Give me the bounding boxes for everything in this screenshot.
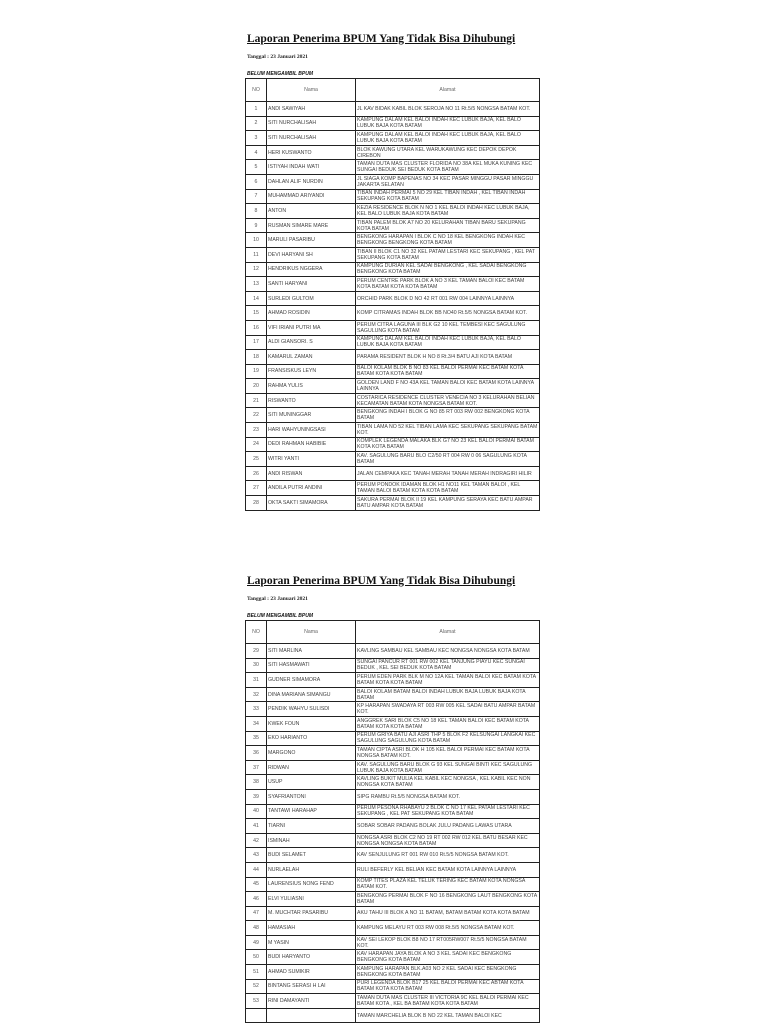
cell-nama: KWEK FOUN	[267, 716, 356, 731]
cell-no: 15	[246, 306, 267, 321]
recipients-table-2	[245, 620, 540, 1023]
cell-nama: HENDRIKUS NGGERA	[267, 262, 356, 277]
cell-no: 22	[246, 408, 267, 423]
col-header-no: NO	[246, 79, 267, 102]
cell-alamat: KOMPLEK LEGENDA MALAKA BLK G7 NO 23 KEL BALOI PERMAI BATAM KOTA KOTA BATAM	[356, 437, 540, 452]
cell-alamat: COSTARICA RESIDENCE CLUSTER VENECIA NO 3 KELURAHAN BELIAN KECAMATAN BATAM KOTA NONGSA BATAM KOT.	[356, 393, 540, 408]
report-title: Laporan Penerima BPUM Yang Tidak Bisa Dihubungi	[247, 33, 516, 45]
table-row	[246, 906, 540, 921]
table-row	[246, 833, 540, 848]
table-row	[246, 423, 540, 438]
cell-no: 4	[246, 145, 267, 160]
col-header-no: NO	[246, 621, 267, 644]
cell-nama: AHMAD SUMIKIR	[267, 965, 356, 980]
cell-no: 29	[246, 644, 267, 659]
cell-alamat: KAMPUNG MELAYU RT 003 RW 008 Rt.5/5 NONGSA BATAM KOT.	[356, 921, 540, 936]
cell-alamat: SAKURA PERMAI BLOK II 19 KEL KAMPUNG SERAYA KEC BATU AMPAR BATU AMPAR KOTA BATAM	[356, 496, 540, 511]
cell-nama: ANDI SAWIYAH	[267, 102, 356, 117]
table-row	[246, 935, 540, 950]
table-row	[246, 804, 540, 819]
cell-no: 51	[246, 965, 267, 980]
table-row	[246, 145, 540, 160]
cell-no: 39	[246, 789, 267, 804]
cell-alamat: TIBAN LAMA NO 52 KEL TIBAN LAMA KEC SEKUPANG SEKUPANG BATAM KOT.	[356, 423, 540, 438]
cell-nama: ISTIYAH INDAH WATI	[267, 160, 356, 175]
cell-alamat: BENGKONG PERMAI BLOK F NO 16 BENGKONG LAUT BENGKONG KOTA BATAM	[356, 892, 540, 907]
cell-nama: OKTA SAKTI SIMAMORA	[267, 496, 356, 511]
cell-nama: GUDNER SIMAMORA	[267, 673, 356, 688]
cell-alamat: SIPG RAMBU Rt.5/5 NONGSA BATAM KOT.	[356, 789, 540, 804]
cell-alamat: SOBAR SOBAR PADANG BOLAK JULU PADANG LAWAS UTARA	[356, 819, 540, 834]
cell-nama: USUP	[267, 775, 356, 790]
table-row	[246, 174, 540, 189]
cell-no: 28	[246, 496, 267, 511]
cell-no: 25	[246, 452, 267, 467]
cell-nama: MUHAMMAD ARIYANDI	[267, 189, 356, 204]
cell-alamat: TAMAN DUTA MAS CLUSTER III VICTORIA 9C KEL BALOI PERMAI KEC BATAM KOTA , KEL BA BATAM KOTA KOTA BATAM	[356, 994, 540, 1009]
cell-nama: BINTANG SERASI H LAI	[267, 979, 356, 994]
cell-nama: EKO HARIANTO	[267, 731, 356, 746]
cell-no: 42	[246, 833, 267, 848]
cell-nama: TANTAWI HARAHAP	[267, 804, 356, 819]
cell-no: 52	[246, 979, 267, 994]
cell-no: 43	[246, 848, 267, 863]
table-row	[246, 189, 540, 204]
table-row	[246, 262, 540, 277]
table-row	[246, 379, 540, 394]
cell-nama: SANTI HARYANI	[267, 277, 356, 292]
cell-alamat: KAVLING BUKIT MULIA KEL KABIL KEC NONGSA , KEL KABIL KEC NON NONGSA KOTA BATAM	[356, 775, 540, 790]
cell-alamat: PERUM CITRA LAGUNA III BLK G2 10 KEL TEMBESI KEC SAGULUNG SAGULUNG KOTA BATAM	[356, 320, 540, 335]
cell-nama: FRANSISKUS LEYN	[267, 364, 356, 379]
cell-nama: SURLEDI GULTOM	[267, 291, 356, 306]
col-header-nama: Nama	[267, 621, 356, 644]
cell-nama: NURLAELAH	[267, 862, 356, 877]
cell-no: 45	[246, 877, 267, 892]
cell-nama: RISWANTO	[267, 393, 356, 408]
table-row	[246, 452, 540, 467]
table-row	[246, 702, 540, 717]
cell-nama: HARI WAHYUNINGSASI	[267, 423, 356, 438]
cell-no: 10	[246, 233, 267, 248]
cell-nama: SITI MUNINGGAR	[267, 408, 356, 423]
cell-nama: HERI KUSWANTO	[267, 145, 356, 160]
cell-no: 5	[246, 160, 267, 175]
cell-nama: ELVI YULIASNI	[267, 892, 356, 907]
table-row	[246, 673, 540, 688]
cell-no: 50	[246, 950, 267, 965]
cell-alamat: GOLDEN LAND F NO 43A KEL TAMAN BALOI KEC BATAM KOTA LAINNYA LAINNYA	[356, 379, 540, 394]
table-row	[246, 466, 540, 481]
cell-alamat: KP HARAPAN SWADAYA RT 003 RW 005 KEL SADAI BATU AMPAR BATAM KOT.	[356, 702, 540, 717]
table-row	[246, 687, 540, 702]
cell-no: 32	[246, 687, 267, 702]
table-row	[246, 204, 540, 219]
table-row	[246, 102, 540, 117]
cell-alamat: KAMPUNG HARAPAN BLK.A03 NO 2 KEL SADAI KEC BENGKONG BENGKONG KOTA BATAM	[356, 965, 540, 980]
recipients-table-1	[245, 78, 540, 511]
cell-alamat: BLOK KAWUNG UTARA KEL WARUKAWUNG KEC DEPOK DEPOK CIREBON	[356, 145, 540, 160]
cell-nama: HAMASIAH	[267, 921, 356, 936]
cell-alamat: KOMP CITRAMAS INDAH BLOK BB NO40 Rt.5/5 NONGSA BATAM KOT.	[356, 306, 540, 321]
cell-no: 34	[246, 716, 267, 731]
cell-nama: DEVI HARYANI SH	[267, 247, 356, 262]
cell-nama: VIFI IRIANI PUTRI MA	[267, 320, 356, 335]
cell-nama: SITI NURCHALISAH	[267, 116, 356, 131]
cell-no: 3	[246, 131, 267, 146]
cell-no: 49	[246, 935, 267, 950]
cell-nama: RAHMA YULIS	[267, 379, 356, 394]
cell-alamat: TAMAN DUTA MAS CLUSTER FLORIDA NO 38A KEL MUKA KUNING KEC SUNGAI BEDUK SEI BEDUK KOTA BATAM	[356, 160, 540, 175]
table-row	[246, 233, 540, 248]
cell-alamat: KAVLING SAMBAU KEL SAMBAU KEC NONGSA NONGSA KOTA BATAM	[356, 644, 540, 659]
table-row	[246, 658, 540, 673]
cell-nama: SYAFRIANTONI	[267, 789, 356, 804]
cell-alamat: ANGGREK SARI BLOK C5 NO 18 KEL TAMAN BALOI KEC BATAM KOTA BATAM KOTA KOTA BATAM	[356, 716, 540, 731]
cell-no	[246, 1008, 267, 1023]
table-row	[246, 862, 540, 877]
cell-nama: RINI DAMAYANTI	[267, 994, 356, 1009]
cell-nama: SITI MARLINA	[267, 644, 356, 659]
cell-no: 9	[246, 218, 267, 233]
cell-alamat: PERUM CENTRE PARK BLOK A NO 3 KEL TAMAN BALOI KEC BATAM KOTA BATAM KOTA KOTA BATAM	[356, 277, 540, 292]
cell-alamat: PERUM EDEN PARK BLK M NO 12A KEL TAMAN BALOI KEC BATAM KOTA BATAM KOTA KOTA BATAM	[356, 673, 540, 688]
table-row	[246, 716, 540, 731]
cell-nama: SITI HASMAWATI	[267, 658, 356, 673]
cell-nama: TIARNI	[267, 819, 356, 834]
cell-nama: RIDWAN	[267, 760, 356, 775]
col-header-alamat: Alamat	[356, 79, 540, 102]
cell-alamat: PARAMA RESIDENT BLOK H NO 8 Rt.3/4 BATU AJI KOTA BATAM	[356, 350, 540, 365]
table-row	[246, 892, 540, 907]
cell-alamat: PERUM PESONA RHABAYU 2 BLOK C NO 17 KEL PATAM LESTARI KEC SEKUPANG , KEL PAT SEKUPANG KOTA BATAM	[356, 804, 540, 819]
cell-no: 20	[246, 379, 267, 394]
table-row	[246, 437, 540, 452]
cell-no: 36	[246, 746, 267, 761]
cell-alamat: KAV. SAGULUNG BARU BLO C2/50 RT 004 RW 0 06 SAGULUNG KOTA BATAM	[356, 452, 540, 467]
cell-no: 12	[246, 262, 267, 277]
cell-nama: PENDIK WAHYU SULISDI	[267, 702, 356, 717]
cell-no: 40	[246, 804, 267, 819]
cell-alamat: KAMPUNG DALAM KEL BALOI INDAH KEC LUBUK BAJA, KEL BALO LUBUK BAJA KOTA BATAM	[356, 131, 540, 146]
cell-no: 24	[246, 437, 267, 452]
cell-alamat: KAMPUNG DALAM KEL BALOI INDAH KEC LUBUK BAJA, KEL BALO LUBUK BAJA KOTA BATAM	[356, 116, 540, 131]
cell-nama: SITI NURCHALISAH	[267, 131, 356, 146]
cell-alamat: JL KAV BIDAK KABIL BLOK SEROJA NO 11 Rt.5/5 NONGSA BATAM KOT.	[356, 102, 540, 117]
cell-alamat: KAV SENJULUNG RT 001 RW 010 Rt.5/5 NONGSA BATAM KOT.	[356, 848, 540, 863]
table-row	[246, 218, 540, 233]
cell-alamat: RULI BEFERLY KEL BELIAN KEC BATAM KOTA LAINNYA LAINNYA	[356, 862, 540, 877]
cell-no: 16	[246, 320, 267, 335]
table-row	[246, 277, 540, 292]
cell-alamat: TIBAN PALEM BLOK A7 NO 20 KELURAHAN TIBAN BARU SEKUPANG KOTA BATAM	[356, 218, 540, 233]
cell-no: 1	[246, 102, 267, 117]
cell-alamat: KOMP TITES PLAZA KEL TELUK TERING KEC BATAM KOTA NONGSA BATAM KOT.	[356, 877, 540, 892]
table-row	[246, 746, 540, 761]
cell-alamat: AKU TAHU III BLOK A NO 11 BATAM, BATAM BATAM KOTA KOTA BATAM	[356, 906, 540, 921]
cell-no: 38	[246, 775, 267, 790]
cell-alamat: KAV SEI LEKOP BLOK B8 NO 17 RT005RW007 Rt.5/5 NONGSA BATAM KOT.	[356, 935, 540, 950]
cell-nama: WITRI YANTI	[267, 452, 356, 467]
table-row	[246, 160, 540, 175]
cell-no: 21	[246, 393, 267, 408]
report-date: Tanggal : 23 Januari 2021	[247, 596, 308, 602]
table-row	[246, 950, 540, 965]
cell-no: 19	[246, 364, 267, 379]
cell-no: 31	[246, 673, 267, 688]
cell-no: 7	[246, 189, 267, 204]
cell-nama: DAHLAN ALIF NURDIN	[267, 174, 356, 189]
cell-nama: DEDI RAHMAN HABIBIE	[267, 437, 356, 452]
col-header-alamat: Alamat	[356, 621, 540, 644]
cell-alamat: ORCHID PARK BLOK D NO 42 RT 001 RW 004 LAINNYA LAINNYA	[356, 291, 540, 306]
table-row	[246, 848, 540, 863]
cell-alamat: KEZIA RESIDENCE BLOK N NO 1 KEL BALOI INDAH KEC LUBUK BAJA, KEL BALO LUBUK BAJA KOTA BATAM	[356, 204, 540, 219]
cell-nama: M. MUCHTAR PASARIBU	[267, 906, 356, 921]
cell-alamat: SUNGAI PANCUR RT 001 RW 002 KEL TANJUNG PIAYU KEC SUNGAI BEDUK , KEL SEI BEDUK KOTA BATAM	[356, 658, 540, 673]
table-row	[246, 979, 540, 994]
cell-no: 6	[246, 174, 267, 189]
cell-nama	[267, 1008, 356, 1023]
cell-no: 33	[246, 702, 267, 717]
table-row	[246, 965, 540, 980]
cell-no: 46	[246, 892, 267, 907]
cell-nama: M YASIN	[267, 935, 356, 950]
cell-alamat: BALOI KOLAM BLOK B NO 83 KEL BALOI PERMAI KEC BATAM KOTA BATAM KOTA KOTA BATAM	[356, 364, 540, 379]
cell-no: 17	[246, 335, 267, 350]
cell-no: 48	[246, 921, 267, 936]
table-row	[246, 306, 540, 321]
cell-no: 13	[246, 277, 267, 292]
table-row	[246, 496, 540, 511]
cell-alamat: BENGKONG HARAPAN I BLOK C NO 18 KEL BENGKONG INDAH KEC BENGKONG BENGKONG KOTA BATAM	[356, 233, 540, 248]
report-date: Tanggal : 23 Januari 2021	[247, 54, 308, 60]
cell-no: 8	[246, 204, 267, 219]
table-row	[246, 789, 540, 804]
cell-nama: ANDILA PUTRI ANDINI	[267, 481, 356, 496]
cell-alamat: BALOI KOLAM BATAM BALOI INDAH LUBUK BAJA LUBUK BAJA KOTA BATAM	[356, 687, 540, 702]
cell-alamat: JL SIAGA KOMP BAPENAS NO 34 KEC PASAR MINGGU PASAR MINGGU JAKARTA SELATAN	[356, 174, 540, 189]
cell-no: 30	[246, 658, 267, 673]
cell-alamat: KAMPUNG DURIAN KEL SADAI BENGKONG , KEL SADAI BENGKONG BENGKONG KOTA BATAM	[356, 262, 540, 277]
cell-no: 2	[246, 116, 267, 131]
cell-no: 26	[246, 466, 267, 481]
cell-alamat: TAMAN MARCHELIA BLOK B NO 22 KEL TAMAN BALOI KEC	[356, 1008, 540, 1023]
cell-no: 23	[246, 423, 267, 438]
cell-no: 53	[246, 994, 267, 1009]
table-row	[246, 760, 540, 775]
cell-alamat: TAMAN CIPTA ASRI BLOK H 105 KEL BALOI PERMAI KEC BATAM KOTA NONGSA BATAM KOT.	[356, 746, 540, 761]
cell-nama: ANDI RISWAN	[267, 466, 356, 481]
cell-alamat: KAV HARAPAN JAYA BLOK A NO 3 KEL SADAI KEC BENGKONG BENGKONG KOTA BATAM	[356, 950, 540, 965]
table-row	[246, 481, 540, 496]
table-row	[246, 291, 540, 306]
table-row	[246, 408, 540, 423]
section-label: BELUM MENGAMBIL BPUM	[247, 71, 314, 77]
cell-alamat: TIBAN INDAH PERMAI 5 NO 29 KEL TIBAN INDAH , KEL TIBAN INDAH SEKUPANG KOTA BATAM	[356, 189, 540, 204]
cell-nama: AHMAD ROSIDIN	[267, 306, 356, 321]
cell-nama: ALDI GIANSORI. S	[267, 335, 356, 350]
cell-alamat: NONGSA ASRI BLOK C2 NO 19 RT 002 RW 012 KEL BATU BESAR KEC NONGSA NONGSA KOTA BATAM	[356, 833, 540, 848]
table-row	[246, 364, 540, 379]
cell-alamat: BENGKONG INDAH I BLOK G NO 85 RT 003 RW 002 BENGKONG KOTA BATAM	[356, 408, 540, 423]
table-row	[246, 644, 540, 659]
cell-nama: DINA MARIANA SIMANGU	[267, 687, 356, 702]
col-header-nama: Nama	[267, 79, 356, 102]
cell-nama: ANTON	[267, 204, 356, 219]
cell-no: 18	[246, 350, 267, 365]
cell-alamat: PURI LEGENDA BLOK B17 25 KEL BALOI PERMAI KEC ABTAM KOTA BATAM KOTA KOTA BATAM	[356, 979, 540, 994]
table-row	[246, 1008, 540, 1023]
section-label: BELUM MENGAMBIL BPUM	[247, 613, 314, 619]
report-title: Laporan Penerima BPUM Yang Tidak Bisa Dihubungi	[247, 575, 516, 587]
cell-alamat: JALAN CEMPAKA KEC TANAH MERAH TANAH MERAH INDRAGIRI HILIR	[356, 466, 540, 481]
cell-no: 27	[246, 481, 267, 496]
table-row	[246, 335, 540, 350]
cell-no: 37	[246, 760, 267, 775]
cell-alamat: TIBAN II BLOK C1 NO 32 KEL PATAM LESTARI KEC SEKUPANG , KEL PAT SEKUPANG KOTA BATAM	[356, 247, 540, 262]
cell-nama: BUDI SELAMET	[267, 848, 356, 863]
cell-nama: RUSMAN SIMARE MARE	[267, 218, 356, 233]
table-row	[246, 731, 540, 746]
cell-nama: BUDI HARYANTO	[267, 950, 356, 965]
table-row	[246, 877, 540, 892]
table-row	[246, 131, 540, 146]
cell-no: 35	[246, 731, 267, 746]
table-row	[246, 247, 540, 262]
cell-no: 47	[246, 906, 267, 921]
cell-nama: MARULI PASARIBU	[267, 233, 356, 248]
table-row	[246, 819, 540, 834]
table-row	[246, 350, 540, 365]
table-row	[246, 775, 540, 790]
cell-no: 11	[246, 247, 267, 262]
cell-alamat: KAV. SAGULUNG BARU BLOK G 93 KEL SUNGAI BINTI KEC SAGULUNG LUBUK BAJA KOTA BATAM	[356, 760, 540, 775]
cell-alamat: KAMPUNG DALAM KEL BALOI INDAH KEC LUBUK BAJA, KEL BALO LUBUK BAJA KOTA BATAM	[356, 335, 540, 350]
cell-alamat: PERUM PONDOK IDAMAN BLOK H1 NO11 KEL TAMAN BALOI , KEL TAMAN BALOI BATAM KOTA KOTA BATAM	[356, 481, 540, 496]
table-row	[246, 320, 540, 335]
cell-nama: MARGONO	[267, 746, 356, 761]
table-row	[246, 994, 540, 1009]
table-row	[246, 921, 540, 936]
cell-nama: LAURENSIUS NONG FEND	[267, 877, 356, 892]
cell-no: 44	[246, 862, 267, 877]
table-row	[246, 116, 540, 131]
table-row	[246, 393, 540, 408]
cell-alamat: PERUM GRIYA BATU AJI ASRI THP 5 BLOK F2 KELSUNGAI LANGKAI KEC SAGULUNG SAGULUNG KOTA BATAM	[356, 731, 540, 746]
cell-nama: ISMINAH	[267, 833, 356, 848]
cell-no: 14	[246, 291, 267, 306]
cell-nama: KAMARUL ZAMAN	[267, 350, 356, 365]
report-page-1	[245, 33, 540, 511]
cell-no: 41	[246, 819, 267, 834]
report-page-2	[245, 575, 540, 1023]
